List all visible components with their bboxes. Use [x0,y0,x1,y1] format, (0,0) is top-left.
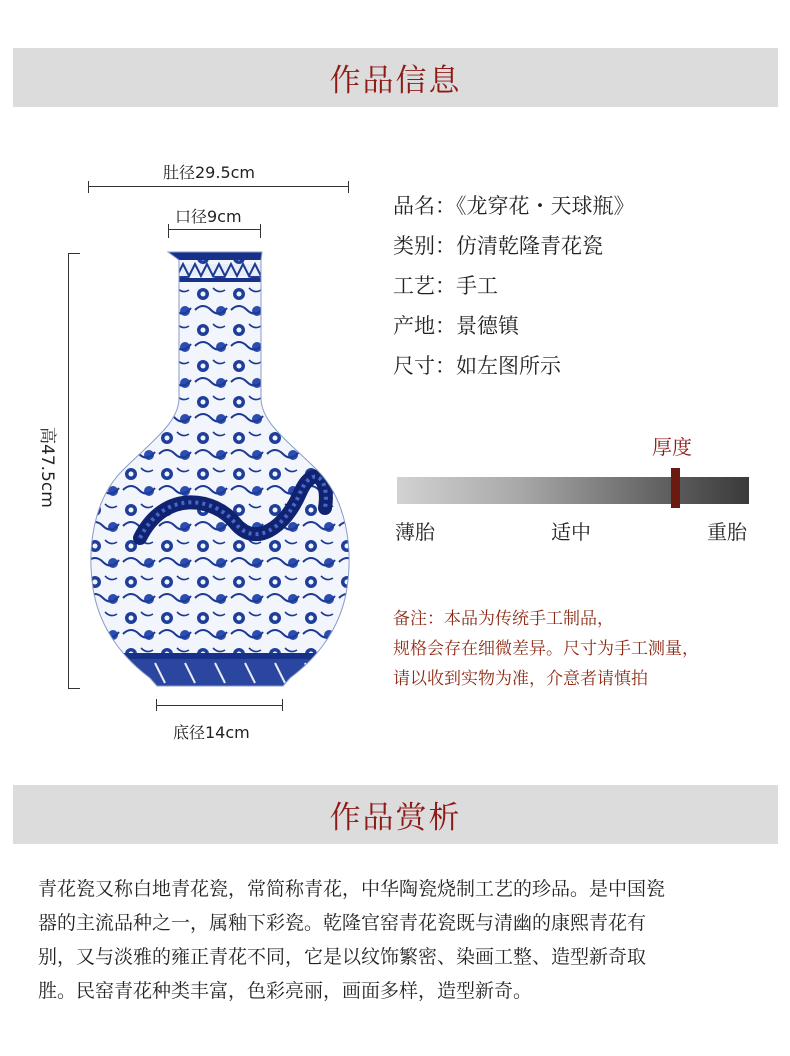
mouth-diameter-tick-left [168,224,169,238]
note-line: 请以收到实物为准，介意者请慎拍 [393,669,648,689]
mouth-diameter-tick-right [260,224,261,238]
height-tick-top [68,253,80,254]
belly-diameter-label: 肚径29.5cm [163,163,256,182]
thickness-marker [671,468,680,508]
note-line: 备注：本品为传统手工制品， [393,609,614,629]
base-diameter-line [156,705,283,706]
section-header-appreciation [13,785,778,844]
info-row-name: 品名：《龙穿花・天球瓶》 [393,194,635,218]
thickness-thin-label: 薄胎 [395,520,435,544]
section-header-info [13,48,778,107]
thickness-heavy-label: 重胎 [707,520,747,544]
belly-diameter-line [88,186,349,187]
vase-image [85,248,355,688]
mouth-diameter-line [168,229,261,230]
appreciation-line: 别，又与淡雅的雍正青花不同，它是以纹饰繁密、染画工整、造型新奇取 [38,946,647,968]
appreciation-line: 器的主流品种之一，属釉下彩瓷。乾隆官窑青花瓷既与清幽的康熙青花有 [38,912,647,934]
base-diameter-label: 底径14cm [173,723,250,742]
info-row-category: 类别：仿清乾隆青花瓷 [393,234,603,258]
thickness-medium-label: 适中 [551,520,591,544]
section-title: 作品赏析 [329,800,462,836]
note-line: 规格会存在细微差异。尺寸为手工测量， [393,639,699,659]
mouth-diameter-label: 口径9cm [175,207,242,226]
belly-diameter-tick-left [88,181,89,193]
base-diameter-tick-left [156,699,157,711]
appreciation-line: 青花瓷又称白地青花瓷，常简称青花，中华陶瓷烧制工艺的珍品。是中国瓷 [38,878,666,900]
belly-diameter-tick-right [348,181,349,193]
info-row-size: 尺寸：如左图所示 [393,354,561,378]
info-row-origin: 产地：景德镇 [393,314,519,338]
section-title: 作品信息 [329,63,462,99]
thickness-bar [397,477,749,504]
height-label: 高47.5cm [37,427,57,508]
height-line [68,253,69,688]
height-tick-bottom [68,688,80,689]
thickness-title: 厚度 [652,435,692,459]
info-row-craft: 工艺：手工 [393,274,498,298]
base-diameter-tick-right [282,699,283,711]
appreciation-line: 胜。民窑青花种类丰富，色彩亮丽，画面多样，造型新奇。 [38,980,533,1002]
